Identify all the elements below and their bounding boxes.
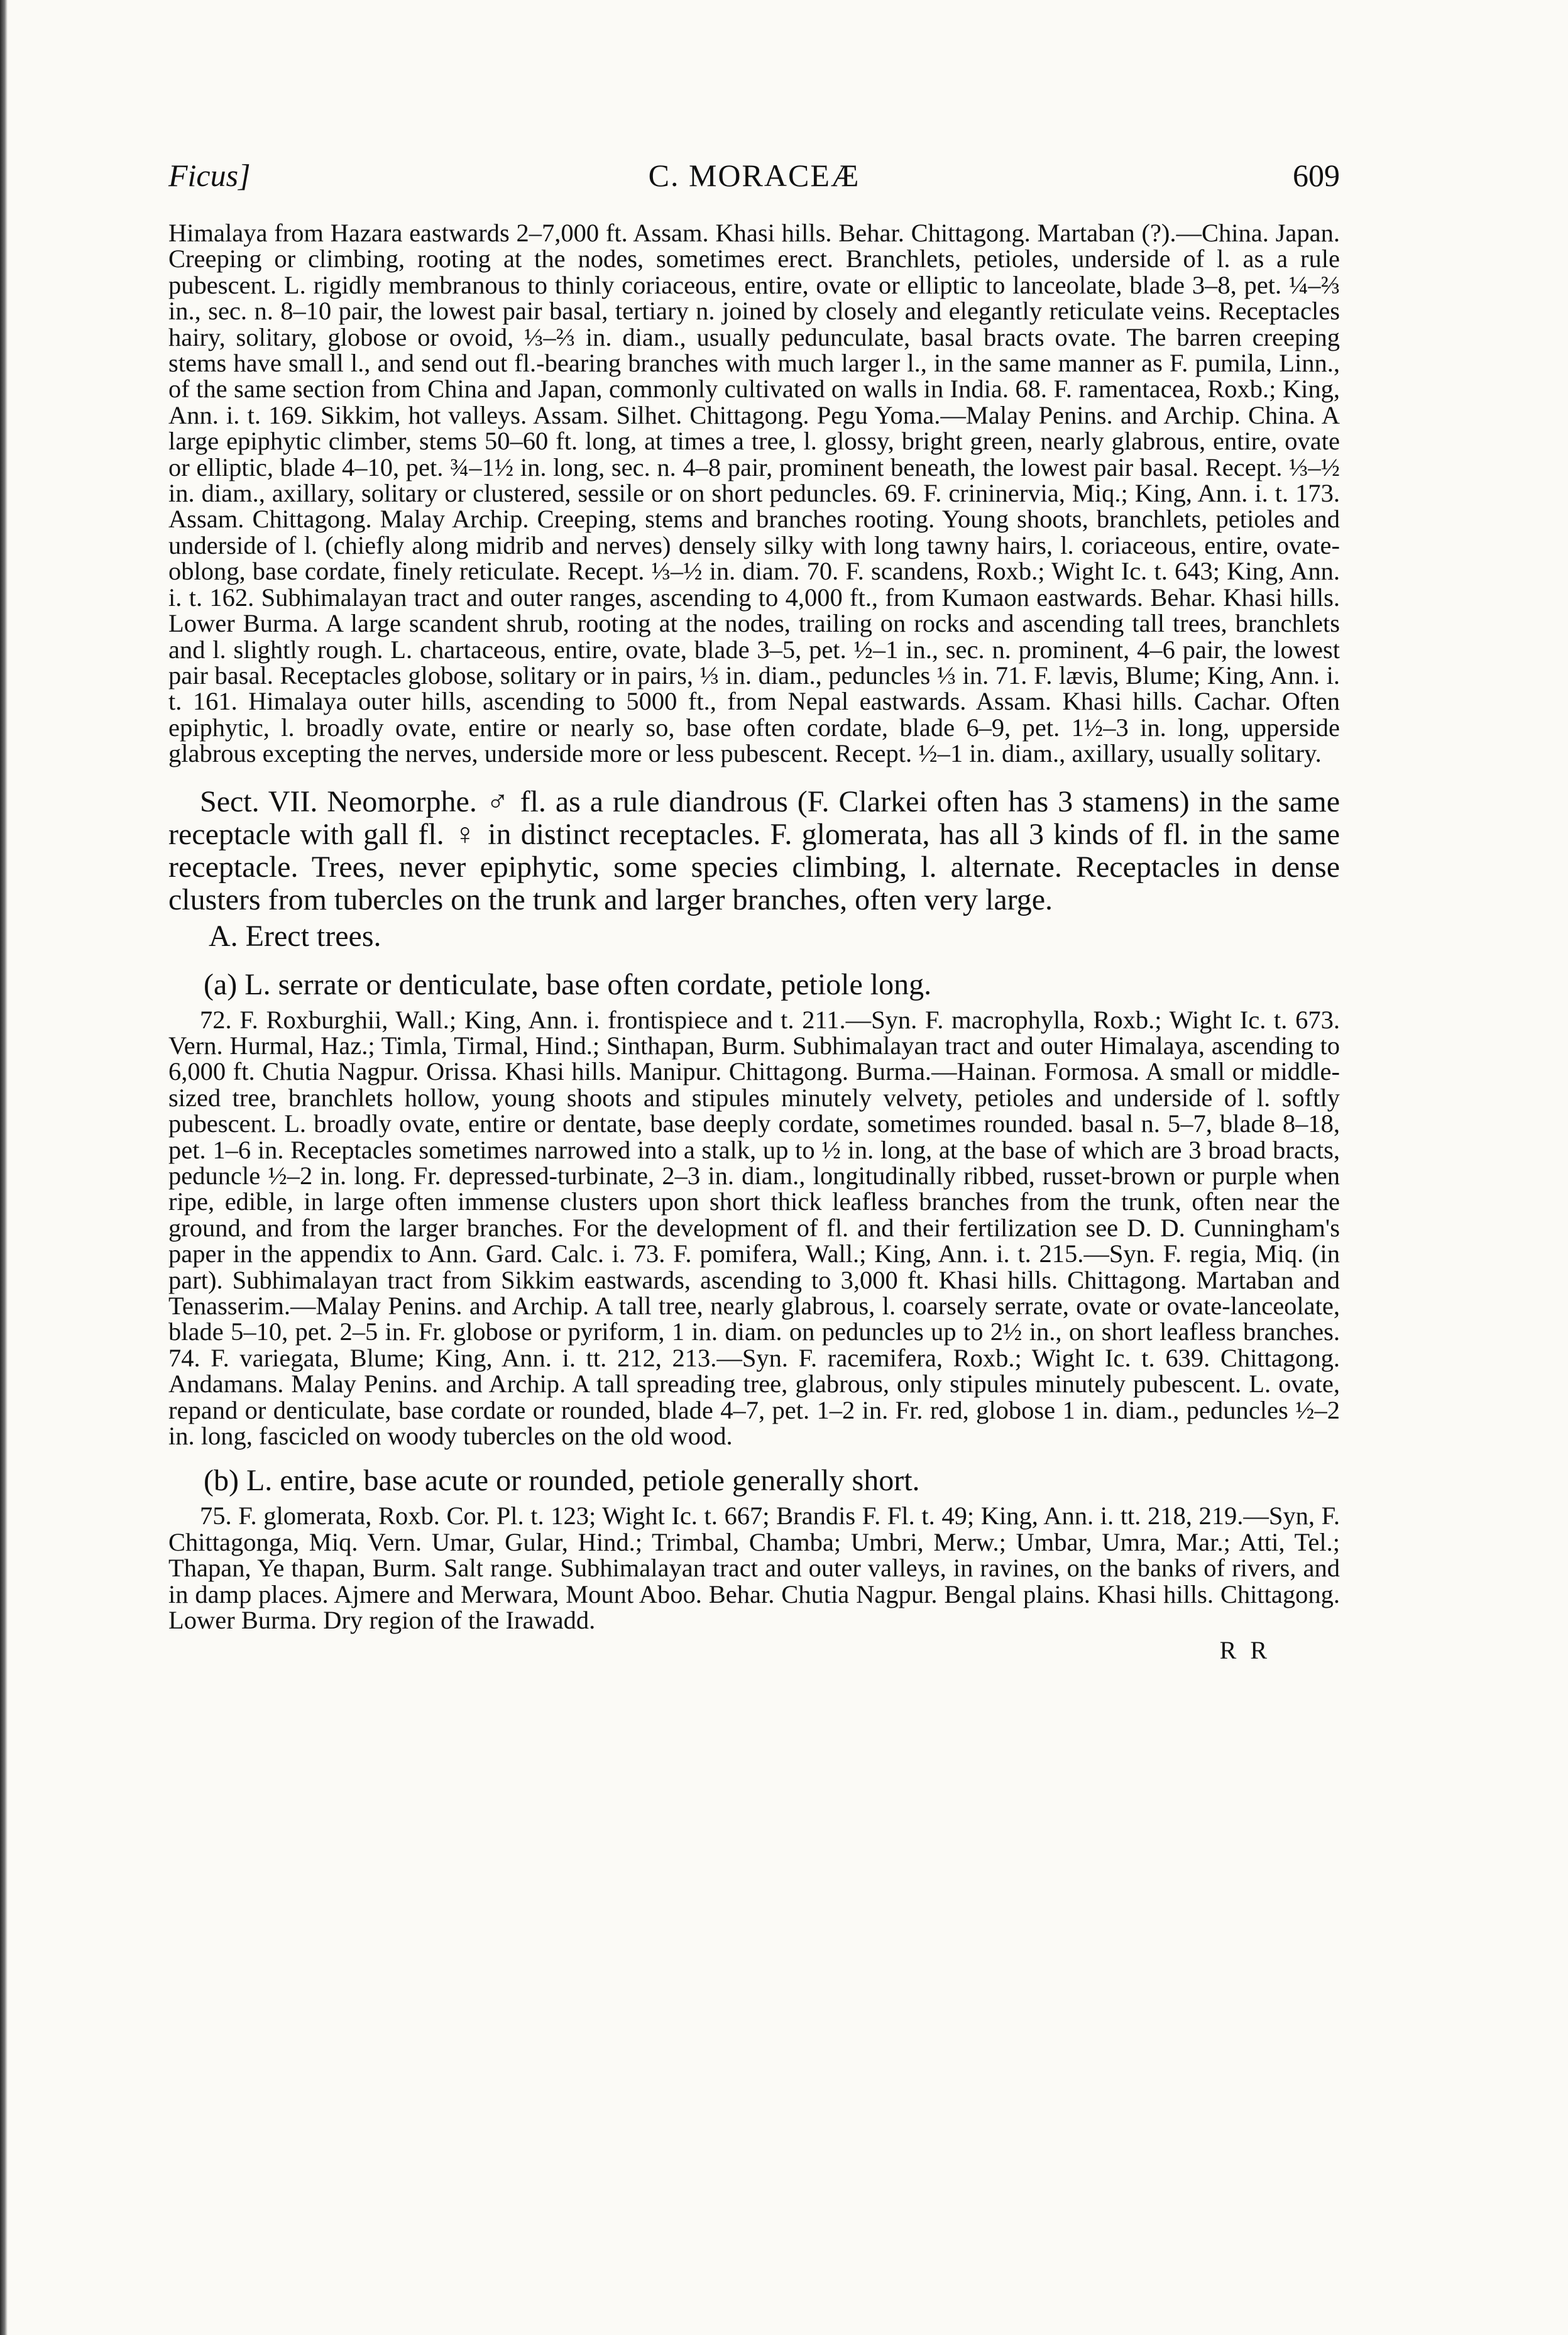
section-description: [168, 786, 1340, 916]
heading-erect-trees: A. Erect trees.: [209, 919, 381, 953]
header-family: C. MORACEÆ: [648, 158, 860, 193]
species-72-74-text: [168, 1007, 1340, 1449]
signature-mark: R R: [1219, 1636, 1271, 1665]
running-header: [168, 157, 1340, 207]
book-page: [168, 157, 1340, 1665]
subheading-a: (a) L. serrate or denticulate, base often cordate, petiole long.: [204, 967, 932, 1001]
paragraph-top: Himalaya from Hazara eastwards 2–7,000 ft. Assam. Khasi hills. Behar. Chittagong. Martaban (?).—China. Japan. Creeping or climbing, rooting at the nodes, sometimes erect. Branchlets, petioles, underside of l. as a rule pubescent. L. rigidly membranous to thinly coriaceous, entire, ovate or elliptic to lanceolate, blade 3–8, pet. ¼–⅔ in., sec. n. 8–10 pair, the lowest pair basal, tertiary n. joined by closely and elegantly reticulate veins. Receptacles hairy, solitary, globose or ovoid, ⅓–⅔ in. diam., usually pedunculate, basal bracts ovate. The barren creeping stems have small l., and send out fl.-bearing branches with much larger l., in the same manner as F. pumila, Linn., of the same section from China and Japan, commonly cultivated on walls in India. 68. F. ramentacea, Roxb.; King, Ann. i. t. 169. Sikkim, hot valleys. Assam. Silhet. Chittagong. Pegu Yoma.—Malay Penins. and Archip. China. A large epiphytic climber, stems 50–60 ft. long, at times a tree, l. glossy, bright green, nearly glabrous, entire, ovate or elliptic, blade 4–10, pet. ¾–1½ in. long, sec. n. 4–8 pair, prominent beneath, the lowest pair basal. Recept. ⅓–½ in. diam., axillary, solitary or clustered, sessile or on short peduncles. 69. F. crininervia, Miq.; King, Ann. i. t. 173. Assam. Chittagong. Malay Archip. Creeping, stems and branches rooting. Young shoots, branchlets, petioles and underside of l. (chiefly along midrib and nerves) densely silky with long tawny hairs, l. coriaceous, entire, ovate-oblong, base cordate, finely reticulate. Recept. ⅓–½ in. diam. 70. F. scandens, Roxb.; Wight Ic. t. 643; King, Ann. i. t. 162. Subhimalayan tract and outer ranges, ascending to 4,000 ft., from Kumaon eastwards. Behar. Khasi hills. Lower Burma. A large scandent shrub, rooting at the nodes, trailing on rocks and ascending tall trees, branchlets and l. slightly rough. L. chartaceous, entire, ovate, blade 3–5, pet. ½–1 in., sec. n. prominent, 4–6 pair, the lowest pair basal. Receptacles globose, solitary or in pairs, ⅓ in. diam., peduncles ⅓ in. 71. F. lævis, Blume; King, Ann. i. t. 161. Himalaya outer hills, ascending to 5000 ft., from Nepal eastwards. Assam. Khasi hills. Cachar. Often epiphytic, l. broadly ovate, entire or nearly so, base often cordate, blade 6–9, pet. 1½–3 in. long, upperside glabrous excepting the nerves, underside more or less pubescent. Recept. ½–1 in. diam., axillary, usually solitary.: [168, 219, 1340, 768]
paragraph-a: 72. F. Roxburghii, Wall.; King, Ann. i. frontispiece and t. 211.—Syn. F. macrophylla, Roxb.; Wight Ic. t. 673. Vern. Hurmal, Haz.; Timla, Tirmal, Hind.; Sinthapan, Burm. Subhimalayan tract and outer Himalaya, ascending to 6,000 ft. Chutia Nagpur. Orissa. Khasi hills. Manipur. Chittagong. Burma.—Hainan. Formosa. A small or middle-sized tree, branchlets hollow, young shoots and stipules minutely velvety, petioles and underside of l. softly pubescent. L. broadly ovate, entire or dentate, base deeply cordate, sometimes rounded. basal n. 5–7, blade 8–18, pet. 1–6 in. Receptacles sometimes narrowed into a stalk, up to ½ in. long, at the base of which are 3 broad bracts, peduncle ½–2 in. long. Fr. depressed-turbinate, 2–3 in. diam., longitudinally ribbed, russet-brown or purple when ripe, edible, in large often immense clusters upon short thick leafless branches from the trunk, often near the ground, and from the larger branches. For the development of fl. and their fertilization see D. D. Cunningham's paper in the appendix to Ann. Gard. Calc. i. 73. F. pomifera, Wall.; King, Ann. i. t. 215.—Syn. F. regia, Miq. (in part). Subhimalayan tract from Sikkim eastwards, ascending to 3,000 ft. Khasi hills. Chittagong. Martaban and Tenasserim.—Malay Penins. and Archip. A tall tree, nearly glabrous, l. coarsely serrate, ovate or ovate-lanceolate, blade 5–10, pet. 2–5 in. Fr. globose or pyriform, 1 in. diam. on peduncles up to 2½ in., on short leafless branches. 74. F. variegata, Blume; King, Ann. i. tt. 212, 213.—Syn. F. racemifera, Roxb.; Wight Ic. t. 639. Chittagong. Andamans. Malay Penins. and Archip. A tall spreading tree, glabrous, only stipules minutely pubescent. L. ovate, repand or denticulate, base cordate or rounded, blade 4–7, pet. 1–2 in. Fr. red, globose 1 in. diam., peduncles ½–2 in. long, fascicled on woody tubercles on the old wood.: [168, 1005, 1340, 1451]
header-genus: Ficus]: [168, 158, 251, 193]
paragraph-b: 75. F. glomerata, Roxb. Cor. Pl. t. 123; Wight Ic. t. 667; Brandis F. Fl. t. 49; King, Ann. i. tt. 218, 219.—Syn, F. Chittagonga, Miq. Vern. Umar, Gular, Hind.; Trimbal, Chamba; Umbri, Merw.; Umbar, Umra, Mar.; Atti, Tel.; Thapan, Ye thapan, Burm. Salt range. Subhimalayan tract and outer valleys, in ravines, on the banks of rivers, and in damp places. Ajmere and Merwara, Mount Aboo. Behar. Chutia Nagpur. Bengal plains. Khasi hills. Chittagong. Lower Burma. Dry region of the Irawadd.: [168, 1502, 1340, 1635]
book-binding-edge: [0, 0, 8, 2335]
species-75-text: [168, 1503, 1340, 1633]
section-vii-text: Sect. VII. Neomorphe. ♂ fl. as a rule diandrous (F. Clarkei often has 3 stamens) in the same receptacle with gall fl. ♀ in distinct receptacles. F. glomerata, has all 3 kinds of fl. in the same receptacle. Trees, never epiphytic, some species climbing, l. alternate. Receptacles in dense clusters from tubercles on the trunk and larger branches, often very large.: [168, 784, 1340, 916]
subheading-b: (b) L. entire, base acute or rounded, petiole generally short.: [204, 1464, 920, 1498]
page-number: 609: [1293, 158, 1340, 193]
continued-species-text: [168, 220, 1340, 767]
